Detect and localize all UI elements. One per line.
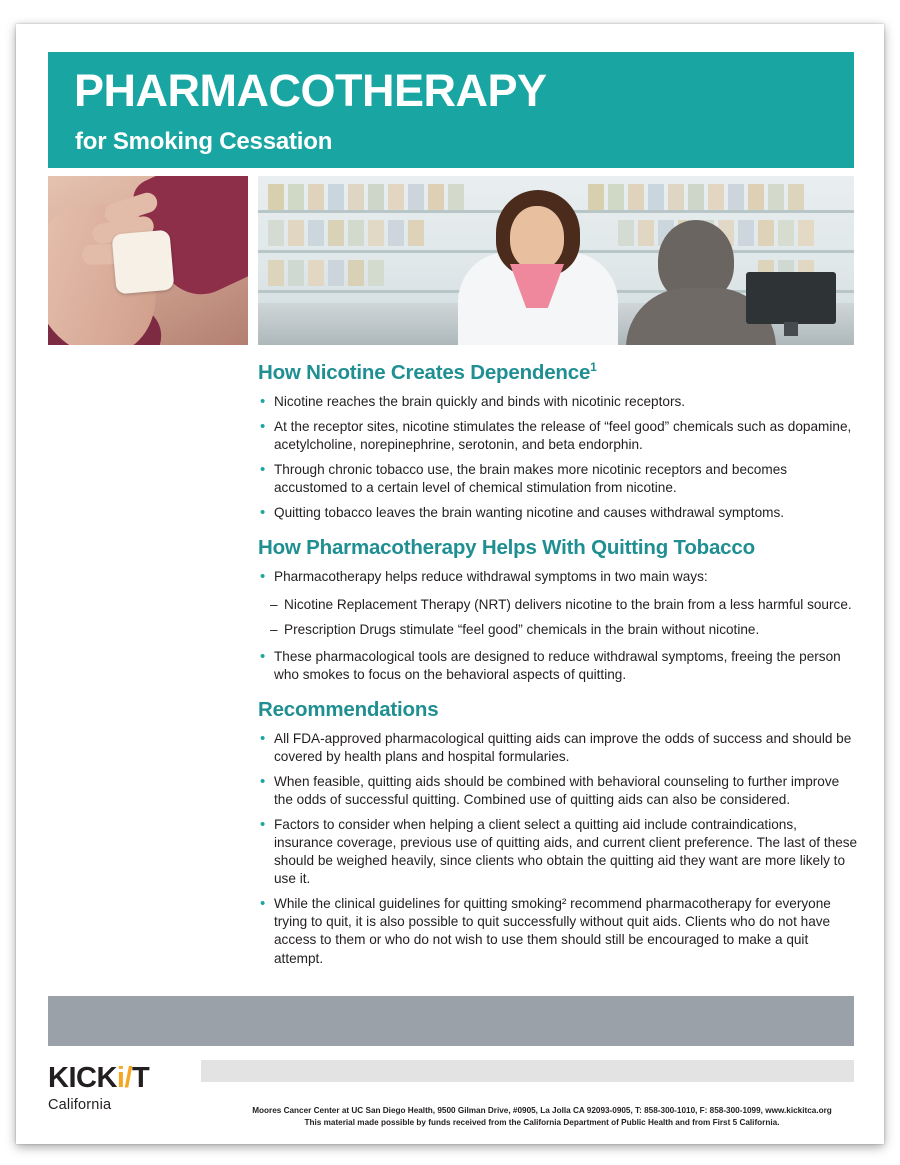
section-heading-text: How Pharmacotherapy Helps With Quitting Tobacco	[258, 536, 755, 560]
footer-funding: This material made possible by funds received from the California Department of Public Health and from First 5 California.	[304, 1117, 780, 1127]
list-item: • These pharmacological tools are designed to reduce withdrawal symptoms, freeing the person who smokes to focus on the behavioral aspects of quitting.	[258, 648, 858, 684]
header-banner	[48, 52, 854, 168]
footer-address: Moores Cancer Center at UC San Diego Health, 9500 Gilman Drive, #0905, La Jolla CA 92093-0905, T: 858-300-1010, F: 858-300-1099, www.kickitca.org	[252, 1106, 832, 1115]
page-subtitle: for Smoking Cessation	[75, 128, 333, 155]
section-heading-text: How Nicotine Creates Dependence	[258, 360, 591, 384]
pharmacist-consultation-photo	[258, 176, 854, 345]
list-item: • While the clinical guidelines for quitting smoking² recommend pharmacotherapy for everyone trying to quit, it is also possible to quit successfully without quit aids. Clients who do not have access to them or who do not wish to use them should still be encouraged to make a quit attempt.	[258, 895, 858, 967]
list-item: • Through chronic tobacco use, the brain makes more nicotinic receptors and becomes accustomed to a certain level of chemical stimulation from nicotine.	[258, 461, 858, 497]
section-list-dependence	[258, 393, 858, 522]
section-list-pharmacotherapy-helps-cont	[258, 648, 858, 684]
logo-slash-text: /	[124, 1062, 133, 1094]
logo-t-text: T	[132, 1062, 150, 1094]
logo-kick-text: KICK	[48, 1062, 117, 1094]
patch-shape	[111, 230, 174, 295]
list-item: • When feasible, quitting aids should be combined with behavioral counseling to further improve the odds of successful quitting. Combined use of quitting aids can also be considered.	[258, 773, 858, 809]
section-heading-dependence	[258, 360, 858, 385]
list-item: • Nicotine reaches the brain quickly and binds with nicotinic receptors.	[258, 393, 858, 411]
footer-gray-bar	[48, 996, 854, 1046]
section-list-pharmacotherapy-helps	[258, 568, 858, 586]
section-heading-pharmacotherapy-helps	[258, 536, 858, 560]
nicotine-patch-photo	[48, 176, 248, 345]
document-body	[258, 360, 858, 978]
sub-list-item: – Nicotine Replacement Therapy (NRT) delivers nicotine to the brain from a less harmful source.	[270, 596, 858, 614]
footnote-marker-1: 1	[590, 360, 597, 374]
list-item: • Factors to consider when helping a client select a quitting aid include contraindications, insurance coverage, previous use of quitting aids, and current client preference. The last of these should be weighed heavily, since clients who obtain the quitting aid they want are more likely to use it.	[258, 816, 858, 888]
section-heading-recommendations	[258, 698, 858, 722]
sub-list-item: – Prescription Drugs stimulate “feel good” chemicals in the brain without nicotine.	[270, 621, 858, 639]
logo-i-text: i	[116, 1062, 125, 1094]
list-item: • At the receptor sites, nicotine stimulates the release of “feel good” chemicals such as dopamine, acetylcholine, norepinephrine, serotonin, and beta endorphin.	[258, 418, 858, 454]
logo-subtext: California	[48, 1097, 112, 1113]
section-list-recommendations	[258, 730, 858, 968]
kick-it-california-logo	[48, 1064, 188, 1113]
logo-wordmark	[48, 1064, 188, 1093]
page-title: PHARMACOTHERAPY	[74, 65, 547, 116]
footer-contact-block	[212, 1105, 872, 1129]
list-item: • All FDA-approved pharmacological quitting aids can improve the odds of success and should be covered by health plans and hospital formularies.	[258, 730, 858, 766]
list-item: • Pharmacotherapy helps reduce withdrawal symptoms in two main ways:	[258, 568, 858, 586]
section-sublist-pharmacotherapy-helps	[258, 596, 858, 639]
document-page	[16, 24, 884, 1144]
section-heading-text: Recommendations	[258, 697, 439, 721]
list-item: • Quitting tobacco leaves the brain wanting nicotine and causes withdrawal symptoms.	[258, 504, 858, 522]
footer-light-strip	[201, 1060, 854, 1082]
document-sheet	[16, 24, 884, 1144]
